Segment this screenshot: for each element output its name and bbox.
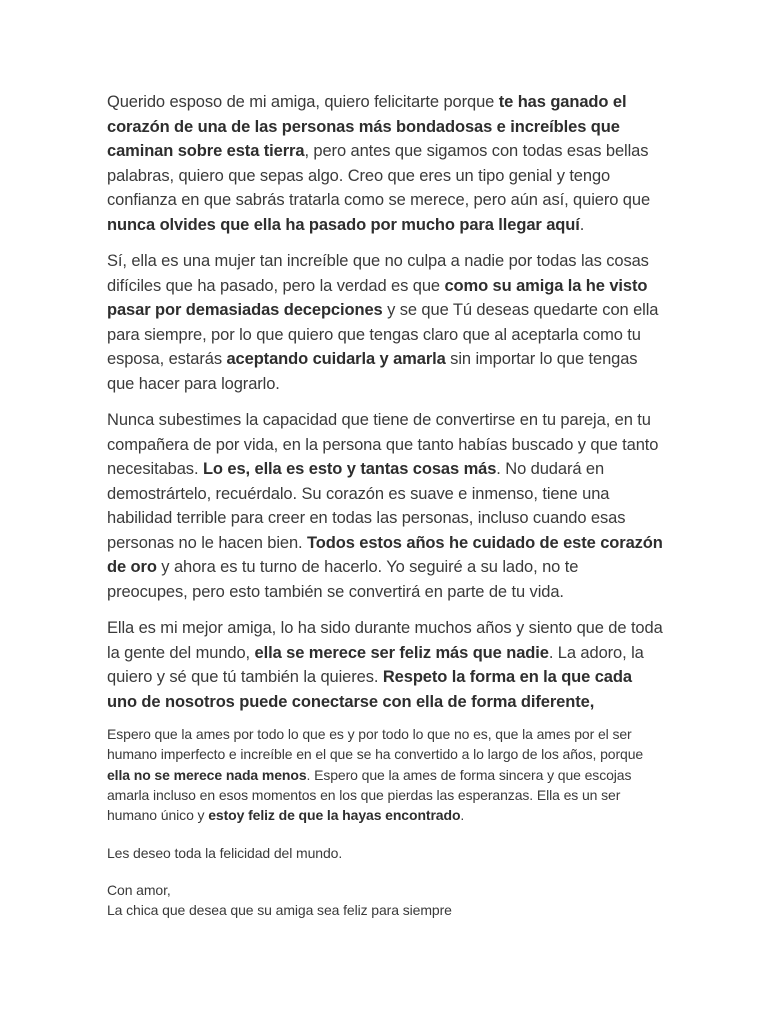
text-run: Ella es mi mejor amiga, lo ha sido durante muchos años y siento que de toda la gente del mundo, — [107, 619, 663, 662]
text-run: y ahora es tu turno de hacerlo. Yo seguiré a su lado, no te preocupes, pero esto también se convertirá en parte de tu vida. — [107, 558, 579, 601]
text-run: . La adoro, la quiero y sé que tú también la quieres. — [107, 643, 644, 686]
bold-phrase: aceptando cuidarla y amarla — [226, 350, 446, 368]
text-run: . — [460, 807, 465, 824]
bold-phrase: ella se merece ser feliz más que nadie — [254, 643, 549, 662]
signature: La chica que desea que su amiga sea feliz para siempre — [107, 902, 452, 919]
paragraph-2 — [107, 249, 663, 396]
bold-phrase: ella no se merece nada menos — [107, 766, 307, 783]
bold-phrase: Todos estos años he cuidado de este corazón de oro — [107, 533, 663, 576]
text-run: . No dudará en demostrártelo, recuérdalo. Su corazón es suave e inmenso, tiene una habilidad terrible para creer en todas las personas, incluso cuando esas personas no le hacen bien. — [107, 460, 626, 552]
bold-phrase: estoy feliz de que la hayas encontrado — [208, 807, 461, 824]
text-run: Querido esposo de mi amiga, quiero felicitarte porque — [107, 93, 499, 111]
text-run: Espero que la ames por todo lo que es y por todo lo que no es, que la ames por el ser humano imperfecto e increíble en el que se ha convertido a lo largo de los años, porque — [107, 726, 644, 763]
text-run: y se que Tú deseas quedarte con ella para siempre, por lo que quiero que tengas claro que al aceptarla como tu esposa, estarás — [107, 301, 659, 368]
text-run: . — [579, 215, 585, 234]
paragraph-1 — [107, 90, 663, 237]
bold-phrase: Lo es, ella es esto y tantas cosas más — [202, 460, 497, 478]
bold-phrase: Respeto la forma en la que cada uno de nosotros puede conectarse con ella de forma diferente, — [107, 668, 632, 711]
text-run: Sí, ella es una mujer tan increíble que no culpa a nadie por todas las cosas difíciles que ha pasado, pero la verdad es que — [107, 252, 649, 295]
paragraph-4 — [107, 616, 663, 714]
text-run: Nunca subestimes la capacidad que tiene de convertirse en tu pareja, en tu compañera de por vida, en la persona que tanto habías buscado y que tanto necesitabas. — [107, 411, 659, 478]
bold-phrase: te has ganado el corazón de una de las personas más bondadosas e increíbles que caminan sobre esta tierra — [107, 93, 627, 160]
text-run: . Espero que la ames de forma sincera y que escojas amarla incluso en esos momentos en los que pierdas las esperanzas. Ella es un ser humano único y — [107, 766, 632, 824]
sign-off: Con amor, — [107, 881, 171, 898]
bold-phrase: nunca olvides que ella ha pasado por mucho para llegar aquí — [107, 215, 580, 234]
paragraph-3 — [107, 408, 663, 604]
closing-line: Les deseo toda la felicidad del mundo. — [107, 845, 343, 862]
paragraph-5 — [107, 724, 663, 825]
text-run: sin importar lo que tengas que hacer para lograrlo. — [107, 350, 638, 393]
letter-page — [107, 90, 663, 920]
bold-phrase: como su amiga la he visto pasar por demasiadas decepciones — [107, 276, 648, 319]
text-run: , pero antes que sigamos con todas esas bellas palabras, quiero que sepas algo. Creo que eres un tipo genial y tengo confianza en que sabrás tratarla como se merece, pero aún así, quiero que — [107, 142, 651, 209]
